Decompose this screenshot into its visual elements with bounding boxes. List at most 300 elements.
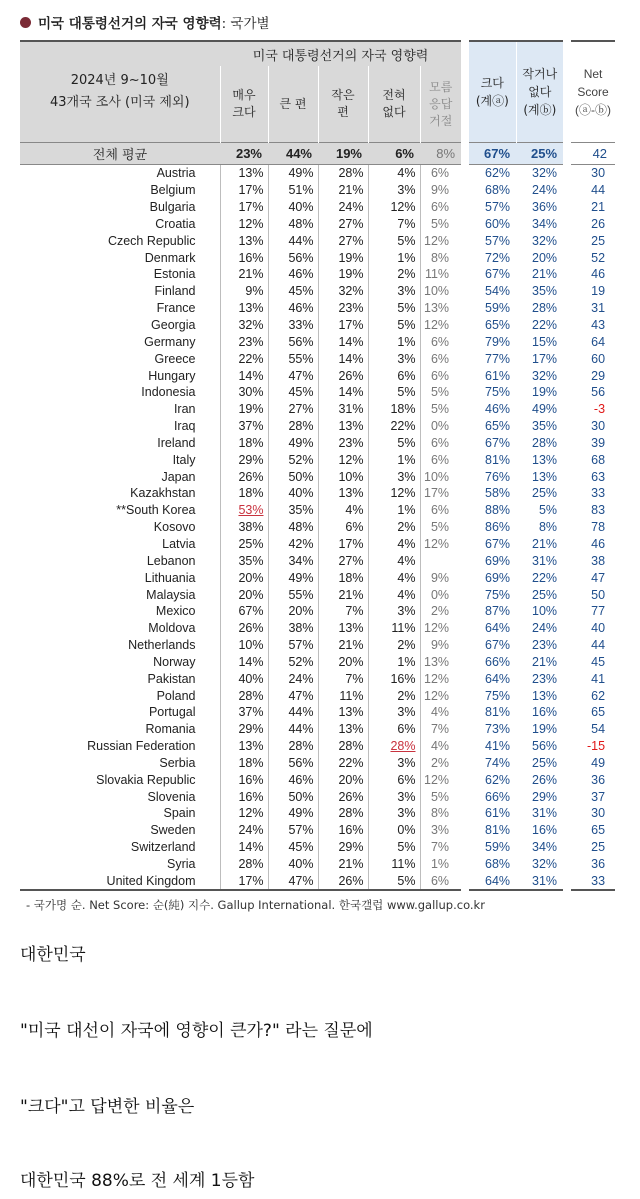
table-cell-big-side: 34% bbox=[268, 552, 318, 569]
table-row bbox=[20, 822, 615, 839]
table-cell-small-side: 14% bbox=[318, 350, 368, 367]
table-cell-big-total: 62% bbox=[465, 165, 516, 182]
table-row bbox=[20, 552, 615, 569]
table-cell-big-side: 44% bbox=[268, 232, 318, 249]
table-cell-big-total: 67% bbox=[465, 536, 516, 553]
table-cell-big-side: 33% bbox=[268, 317, 318, 334]
table-cell-net-score: -3 bbox=[567, 401, 615, 418]
table-cell-country: Russian Federation bbox=[87, 739, 196, 754]
table-cell-country: Pakistan bbox=[147, 671, 196, 686]
table-cell-small-total: 16% bbox=[532, 705, 558, 720]
table-row bbox=[20, 182, 615, 199]
table-cell-refuse: 12% bbox=[420, 317, 465, 334]
table-cell-big-side: 57% bbox=[268, 637, 318, 654]
table-cell-refuse: 10% bbox=[420, 468, 465, 485]
table-cell-small-total: 32% bbox=[532, 857, 558, 872]
table-cell-net-score: 46 bbox=[567, 536, 615, 553]
table-row bbox=[20, 232, 615, 249]
table-row bbox=[20, 350, 615, 367]
table-cell-very-big: 12% bbox=[220, 216, 268, 233]
table-cell-big-side: 50% bbox=[268, 788, 318, 805]
table-cell-big-total: 66% bbox=[465, 788, 516, 805]
col-header-very-big: 매우 크다 bbox=[220, 66, 268, 143]
chart-subtitle: : 국가별 bbox=[221, 16, 270, 32]
table-cell-big-total: 67% bbox=[465, 266, 516, 283]
table-cell-very-big: 38% bbox=[220, 519, 268, 536]
table-cell-refuse: 12% bbox=[420, 670, 465, 687]
table-cell-very-big: 13% bbox=[220, 738, 268, 755]
table-cell-small-side: 27% bbox=[318, 216, 368, 233]
chart-title-row bbox=[20, 12, 270, 32]
table-cell-none: 4% bbox=[368, 552, 420, 569]
table-cell-refuse: 6% bbox=[420, 350, 465, 367]
table-cell-big-total: 76% bbox=[465, 468, 516, 485]
table-cell-country: Croatia bbox=[155, 216, 196, 231]
table-cell-very-big: 19% bbox=[220, 401, 268, 418]
table-cell-small-side: 26% bbox=[318, 367, 368, 384]
table-cell-country: Kazakhstan bbox=[130, 486, 196, 501]
table-cell-none: 4% bbox=[368, 536, 420, 553]
table-cell-none: 6% bbox=[368, 721, 420, 738]
table-cell-none: 3% bbox=[368, 182, 420, 199]
table-cell-big-total: 73% bbox=[465, 721, 516, 738]
table-cell-refuse: 7% bbox=[420, 721, 465, 738]
table-cell-big-total: 69% bbox=[465, 552, 516, 569]
table-row bbox=[20, 300, 615, 317]
table-cell-net-score: 44 bbox=[567, 637, 615, 654]
table-cell-big-side: 55% bbox=[268, 350, 318, 367]
table-cell-none: 11% bbox=[368, 620, 420, 637]
table-cell-small-total: 21% bbox=[532, 267, 558, 282]
table-cell-big-total: 60% bbox=[465, 216, 516, 233]
table-cell-very-big: 9% bbox=[220, 283, 268, 300]
group-header: 미국 대통령선거의 자국 영향력 bbox=[220, 41, 465, 66]
left-header-scope: 43개국 조사 (미국 제외) bbox=[49, 95, 190, 110]
average-label: 전체 평균 bbox=[20, 143, 220, 165]
table-cell-very-big: 18% bbox=[220, 435, 268, 452]
table-row bbox=[20, 569, 615, 586]
table-cell-net-score: 30 bbox=[567, 418, 615, 435]
table-cell-small-side: 21% bbox=[318, 182, 368, 199]
table-cell-small-side: 11% bbox=[318, 687, 368, 704]
table-cell-country: Latvia bbox=[162, 536, 196, 551]
table-cell-country: Spain bbox=[163, 806, 196, 821]
table-cell-big-side: 20% bbox=[268, 603, 318, 620]
table-cell-small-total: 13% bbox=[532, 688, 558, 703]
table-cell-net-score: 30 bbox=[567, 165, 615, 182]
table-row bbox=[20, 687, 615, 704]
table-cell-big-side: 40% bbox=[268, 856, 318, 873]
table-cell-none: 6% bbox=[368, 771, 420, 788]
average-big-total: 67% bbox=[465, 143, 516, 165]
table-cell-net-score: 31 bbox=[567, 300, 615, 317]
table-row bbox=[20, 468, 615, 485]
col-header-big-side: 큰 편 bbox=[268, 66, 318, 143]
table-cell-very-big: 14% bbox=[220, 653, 268, 670]
table-cell-big-side: 46% bbox=[268, 266, 318, 283]
table-row bbox=[20, 384, 615, 401]
table-cell-net-score: 33 bbox=[567, 485, 615, 502]
table-cell-country: Bulgaria bbox=[149, 200, 196, 215]
table-cell-small-side: 16% bbox=[318, 822, 368, 839]
table-cell-net-score: 37 bbox=[567, 788, 615, 805]
table-cell-net-score: 49 bbox=[567, 755, 615, 772]
table-cell-country: Switzerland bbox=[130, 840, 196, 855]
table-cell-net-score: 25 bbox=[567, 232, 615, 249]
table-cell-small-total: 32% bbox=[532, 233, 558, 248]
table-cell-country: Denmark bbox=[144, 250, 196, 265]
table-cell-none: 5% bbox=[368, 232, 420, 249]
table-cell-country: Norway bbox=[153, 654, 196, 669]
table-cell-very-big: 13% bbox=[220, 232, 268, 249]
table-row bbox=[20, 670, 615, 687]
table-cell-country: Ireland bbox=[157, 435, 196, 450]
table-cell-big-side: 38% bbox=[268, 620, 318, 637]
table-cell-small-side: 19% bbox=[318, 249, 368, 266]
table-cell-country: Mexico bbox=[155, 604, 196, 619]
table-cell-small-side: 23% bbox=[318, 435, 368, 452]
table-cell-small-side: 26% bbox=[318, 788, 368, 805]
table-cell-net-score: 63 bbox=[567, 468, 615, 485]
table-cell-none: 3% bbox=[368, 350, 420, 367]
left-header bbox=[20, 41, 220, 143]
table-cell-very-big: 28% bbox=[220, 687, 268, 704]
table-cell-none: 7% bbox=[368, 216, 420, 233]
table-cell-big-side: 35% bbox=[268, 502, 318, 519]
table-cell-very-big: 10% bbox=[220, 637, 268, 654]
table-cell-very-big: 14% bbox=[220, 839, 268, 856]
table-cell-big-side: 55% bbox=[268, 586, 318, 603]
table-cell-very-big: 35% bbox=[220, 552, 268, 569]
table-cell-very-big: 17% bbox=[220, 199, 268, 216]
table-cell-small-total: 19% bbox=[532, 385, 558, 400]
chart-title: 미국 대통령선거의 자국 영향력 bbox=[38, 16, 222, 32]
table-cell-very-big: 16% bbox=[220, 788, 268, 805]
table-cell-big-total: 41% bbox=[465, 738, 516, 755]
table-cell-country: Estonia bbox=[153, 267, 196, 282]
table-cell-big-total: 61% bbox=[465, 805, 516, 822]
table-cell-none: 16% bbox=[368, 670, 420, 687]
table-cell-big-side: 45% bbox=[268, 384, 318, 401]
table-cell-none: 4% bbox=[368, 586, 420, 603]
table-cell-very-big: 17% bbox=[220, 182, 268, 199]
table-cell-big-total: 81% bbox=[465, 822, 516, 839]
big-total-header: 크다 (계ⓐ) bbox=[465, 41, 516, 143]
table-cell-none: 2% bbox=[368, 687, 420, 704]
table-cell-big-total: 75% bbox=[465, 384, 516, 401]
table-cell-refuse: 6% bbox=[420, 451, 465, 468]
table-cell-big-side: 40% bbox=[268, 199, 318, 216]
table-cell-very-big: 22% bbox=[220, 350, 268, 367]
table-cell-very-big: 24% bbox=[220, 822, 268, 839]
average-none: 6% bbox=[368, 143, 420, 165]
table-cell-small-total: 36% bbox=[532, 200, 558, 215]
table-cell-refuse: 10% bbox=[420, 283, 465, 300]
table-cell-big-total: 65% bbox=[465, 317, 516, 334]
table-cell-net-score: 65 bbox=[567, 822, 615, 839]
table-cell-country: Indonesia bbox=[141, 385, 196, 400]
table-cell-none: 3% bbox=[368, 704, 420, 721]
table-cell-refuse: 5% bbox=[420, 216, 465, 233]
table-cell-refuse: 5% bbox=[420, 384, 465, 401]
table-cell-net-score: 64 bbox=[567, 333, 615, 350]
table-cell-big-side: 49% bbox=[268, 569, 318, 586]
table-cell-small-side: 27% bbox=[318, 232, 368, 249]
table-cell-small-total: 25% bbox=[532, 486, 558, 501]
table-cell-refuse bbox=[420, 552, 465, 569]
table-cell-big-side: 40% bbox=[268, 485, 318, 502]
table-cell-small-side: 19% bbox=[318, 266, 368, 283]
table-cell-refuse: 12% bbox=[420, 232, 465, 249]
table-cell-big-total: 86% bbox=[465, 519, 516, 536]
table-cell-very-big: 13% bbox=[220, 165, 268, 182]
table-cell-small-side: 7% bbox=[318, 670, 368, 687]
table-cell-country: Moldova bbox=[148, 621, 196, 636]
table-row bbox=[20, 755, 615, 772]
table-cell-big-total: 46% bbox=[465, 401, 516, 418]
table-cell-none: 22% bbox=[368, 418, 420, 435]
table-cell-big-side: 49% bbox=[268, 435, 318, 452]
table-cell-refuse: 4% bbox=[420, 738, 465, 755]
table-cell-small-total: 23% bbox=[532, 638, 558, 653]
table-cell-big-side: 47% bbox=[268, 367, 318, 384]
table-cell-refuse: 6% bbox=[420, 872, 465, 890]
table-cell-country: **South Korea bbox=[116, 503, 196, 518]
table-cell-country: Slovenia bbox=[147, 789, 196, 804]
table-cell-refuse: 9% bbox=[420, 182, 465, 199]
table-cell-small-side: 17% bbox=[318, 317, 368, 334]
table-cell-big-side: 49% bbox=[268, 805, 318, 822]
table-row bbox=[20, 418, 615, 435]
table-cell-small-total: 34% bbox=[532, 216, 558, 231]
table-row bbox=[20, 502, 615, 519]
table-cell-very-big: 20% bbox=[220, 569, 268, 586]
table-cell-big-side: 44% bbox=[268, 704, 318, 721]
table-cell-none: 2% bbox=[368, 519, 420, 536]
table-cell-net-score: 78 bbox=[567, 519, 615, 536]
table-cell-very-big: 16% bbox=[220, 249, 268, 266]
table-cell-very-big: 32% bbox=[220, 317, 268, 334]
table-cell-big-side: 56% bbox=[268, 755, 318, 772]
post-line-answer: "크다"고 답변한 비율은 bbox=[20, 1097, 195, 1117]
table-cell-small-side: 21% bbox=[318, 637, 368, 654]
table-cell-country: Sweden bbox=[150, 823, 196, 838]
table-cell-very-big: 18% bbox=[220, 485, 268, 502]
average-row bbox=[20, 143, 615, 165]
table-cell-very-big: 67% bbox=[220, 603, 268, 620]
table-cell-very-big: 14% bbox=[220, 367, 268, 384]
col-header-refuse: 모름 응답 거절 bbox=[420, 66, 465, 143]
table-cell-small-total: 13% bbox=[532, 452, 558, 467]
table-cell-country: Iran bbox=[173, 402, 196, 417]
table-cell-big-total: 75% bbox=[465, 586, 516, 603]
table-cell-big-total: 88% bbox=[465, 502, 516, 519]
table-cell-big-side: 52% bbox=[268, 451, 318, 468]
table-cell-refuse: 6% bbox=[420, 165, 465, 182]
table-cell-small-side: 20% bbox=[318, 771, 368, 788]
table-cell-small-side: 14% bbox=[318, 384, 368, 401]
table-row bbox=[20, 603, 615, 620]
table-row bbox=[20, 536, 615, 553]
table-cell-small-total: 49% bbox=[532, 402, 558, 417]
table-cell-country: Lebanon bbox=[146, 553, 196, 568]
table-cell-none: 1% bbox=[368, 653, 420, 670]
table-cell-country: Austria bbox=[156, 166, 196, 181]
table-row bbox=[20, 805, 615, 822]
table-cell-refuse: 5% bbox=[420, 519, 465, 536]
table-cell-big-total: 79% bbox=[465, 333, 516, 350]
table-cell-big-side: 57% bbox=[268, 822, 318, 839]
table-cell-small-total: 24% bbox=[532, 621, 558, 636]
survey-table bbox=[20, 40, 615, 891]
table-cell-none: 1% bbox=[368, 333, 420, 350]
table-cell-refuse: 5% bbox=[420, 401, 465, 418]
table-row bbox=[20, 653, 615, 670]
table-cell-small-total: 22% bbox=[532, 570, 558, 585]
table-cell-none: 5% bbox=[368, 317, 420, 334]
table-cell-country: Finland bbox=[154, 284, 196, 299]
table-cell-very-big: 40% bbox=[220, 670, 268, 687]
table-cell-net-score: 29 bbox=[567, 367, 615, 384]
table-cell-none: 3% bbox=[368, 603, 420, 620]
table-cell-net-score: 83 bbox=[567, 502, 615, 519]
table-cell-big-total: 64% bbox=[465, 670, 516, 687]
table-cell-big-total: 68% bbox=[465, 856, 516, 873]
net-score-header: Net Score (ⓐ-ⓑ) bbox=[567, 41, 615, 143]
table-cell-none: 12% bbox=[368, 199, 420, 216]
table-row bbox=[20, 519, 615, 536]
table-cell-small-total: 24% bbox=[532, 183, 558, 198]
table-cell-small-side: 10% bbox=[318, 468, 368, 485]
table-cell-big-total: 69% bbox=[465, 569, 516, 586]
table-row bbox=[20, 216, 615, 233]
table-cell-none: 5% bbox=[368, 300, 420, 317]
table-cell-refuse: 3% bbox=[420, 822, 465, 839]
table-cell-very-big: 16% bbox=[220, 771, 268, 788]
table-cell-very-big: 17% bbox=[220, 872, 268, 890]
table-cell-country: Iraq bbox=[173, 419, 196, 434]
table-cell-net-score: 68 bbox=[567, 451, 615, 468]
table-cell-big-side: 47% bbox=[268, 687, 318, 704]
table-cell-refuse: 1% bbox=[420, 856, 465, 873]
table-cell-country: Serbia bbox=[159, 755, 196, 770]
table-cell-small-total: 5% bbox=[538, 503, 558, 518]
table-cell-big-side: 56% bbox=[268, 333, 318, 350]
table-cell-none: 6% bbox=[368, 367, 420, 384]
table-cell-net-score: 45 bbox=[567, 653, 615, 670]
table-cell-small-total: 31% bbox=[532, 806, 558, 821]
table-cell-big-total: 72% bbox=[465, 249, 516, 266]
table-cell-refuse: 8% bbox=[420, 805, 465, 822]
table-cell-country: Hungary bbox=[148, 368, 196, 383]
table-cell-net-score: 41 bbox=[567, 670, 615, 687]
table-cell-small-side: 13% bbox=[318, 620, 368, 637]
table-cell-big-side: 27% bbox=[268, 401, 318, 418]
table-cell-refuse: 9% bbox=[420, 637, 465, 654]
table-cell-small-side: 20% bbox=[318, 653, 368, 670]
table-cell-big-total: 64% bbox=[465, 620, 516, 637]
table-row bbox=[20, 586, 615, 603]
table-cell-big-total: 64% bbox=[465, 872, 516, 890]
table-cell-net-score: -15 bbox=[567, 738, 615, 755]
table-cell-big-side: 28% bbox=[268, 738, 318, 755]
table-cell-big-side: 49% bbox=[268, 165, 318, 182]
table-row bbox=[20, 266, 615, 283]
table-cell-small-total: 22% bbox=[532, 318, 558, 333]
table-cell-net-score: 65 bbox=[567, 704, 615, 721]
table-cell-small-total: 26% bbox=[532, 772, 558, 787]
table-cell-refuse: 2% bbox=[420, 603, 465, 620]
table-row bbox=[20, 872, 615, 890]
table-cell-refuse: 0% bbox=[420, 586, 465, 603]
table-cell-country: United Kingdom bbox=[20, 872, 220, 890]
table-row bbox=[20, 788, 615, 805]
table-cell-net-score: 36 bbox=[567, 856, 615, 873]
table-cell-net-score: 33 bbox=[567, 872, 615, 890]
table-cell-small-total: 31% bbox=[532, 553, 558, 568]
table-row bbox=[20, 637, 615, 654]
country-rows bbox=[20, 165, 615, 891]
table-cell-none: 11% bbox=[368, 856, 420, 873]
table-row bbox=[20, 485, 615, 502]
table-cell-big-side: 48% bbox=[268, 216, 318, 233]
table-cell-small-side: 14% bbox=[318, 333, 368, 350]
table-cell-country: Germany bbox=[144, 334, 196, 349]
table-row bbox=[20, 249, 615, 266]
table-row bbox=[20, 283, 615, 300]
table-cell-small-total: 29% bbox=[532, 789, 558, 804]
table-cell-refuse: 13% bbox=[420, 300, 465, 317]
table-cell-small-total: 35% bbox=[532, 284, 558, 299]
table-cell-big-total: 87% bbox=[465, 603, 516, 620]
table-row bbox=[20, 738, 615, 755]
average-small-total: 25% bbox=[516, 143, 567, 165]
table-cell-refuse: 6% bbox=[420, 367, 465, 384]
post-line-result: 대한민국 88%로 전 세계 1등함 bbox=[20, 1171, 255, 1191]
table-cell-small-total: 19% bbox=[532, 722, 558, 737]
average-refuse: 8% bbox=[420, 143, 465, 165]
table-cell-refuse: 4% bbox=[420, 704, 465, 721]
table-cell-very-big: 28% bbox=[220, 856, 268, 873]
table-cell-very-big: 37% bbox=[220, 704, 268, 721]
left-header-period: 2024년 9~10월 bbox=[70, 73, 169, 88]
table-cell-small-total: 8% bbox=[538, 520, 558, 535]
table-cell-small-total: 21% bbox=[532, 654, 558, 669]
table-cell-none: 3% bbox=[368, 468, 420, 485]
table-cell-very-big: 26% bbox=[220, 620, 268, 637]
table-cell-big-total: 59% bbox=[465, 300, 516, 317]
table-cell-big-total: 65% bbox=[465, 418, 516, 435]
table-cell-small-side: 31% bbox=[318, 401, 368, 418]
table-cell-big-total: 62% bbox=[465, 771, 516, 788]
table-cell-small-side: 28% bbox=[318, 805, 368, 822]
table-cell-net-score: 46 bbox=[567, 266, 615, 283]
table-cell-country: Portugal bbox=[148, 705, 196, 720]
table-cell-small-side: 6% bbox=[318, 519, 368, 536]
table-cell-refuse: 2% bbox=[420, 755, 465, 772]
table-cell-refuse: 6% bbox=[420, 199, 465, 216]
table-cell-small-total: 20% bbox=[532, 250, 558, 265]
table-cell-small-side: 17% bbox=[318, 536, 368, 553]
table-cell-none: 2% bbox=[368, 266, 420, 283]
table-cell-none: 5% bbox=[368, 839, 420, 856]
table-cell-refuse: 0% bbox=[420, 418, 465, 435]
table-cell-net-score: 36 bbox=[567, 771, 615, 788]
table-cell-none: 4% bbox=[368, 165, 420, 182]
table-row bbox=[20, 165, 615, 182]
table-cell-none: 3% bbox=[368, 805, 420, 822]
table-cell-none: 4% bbox=[368, 569, 420, 586]
